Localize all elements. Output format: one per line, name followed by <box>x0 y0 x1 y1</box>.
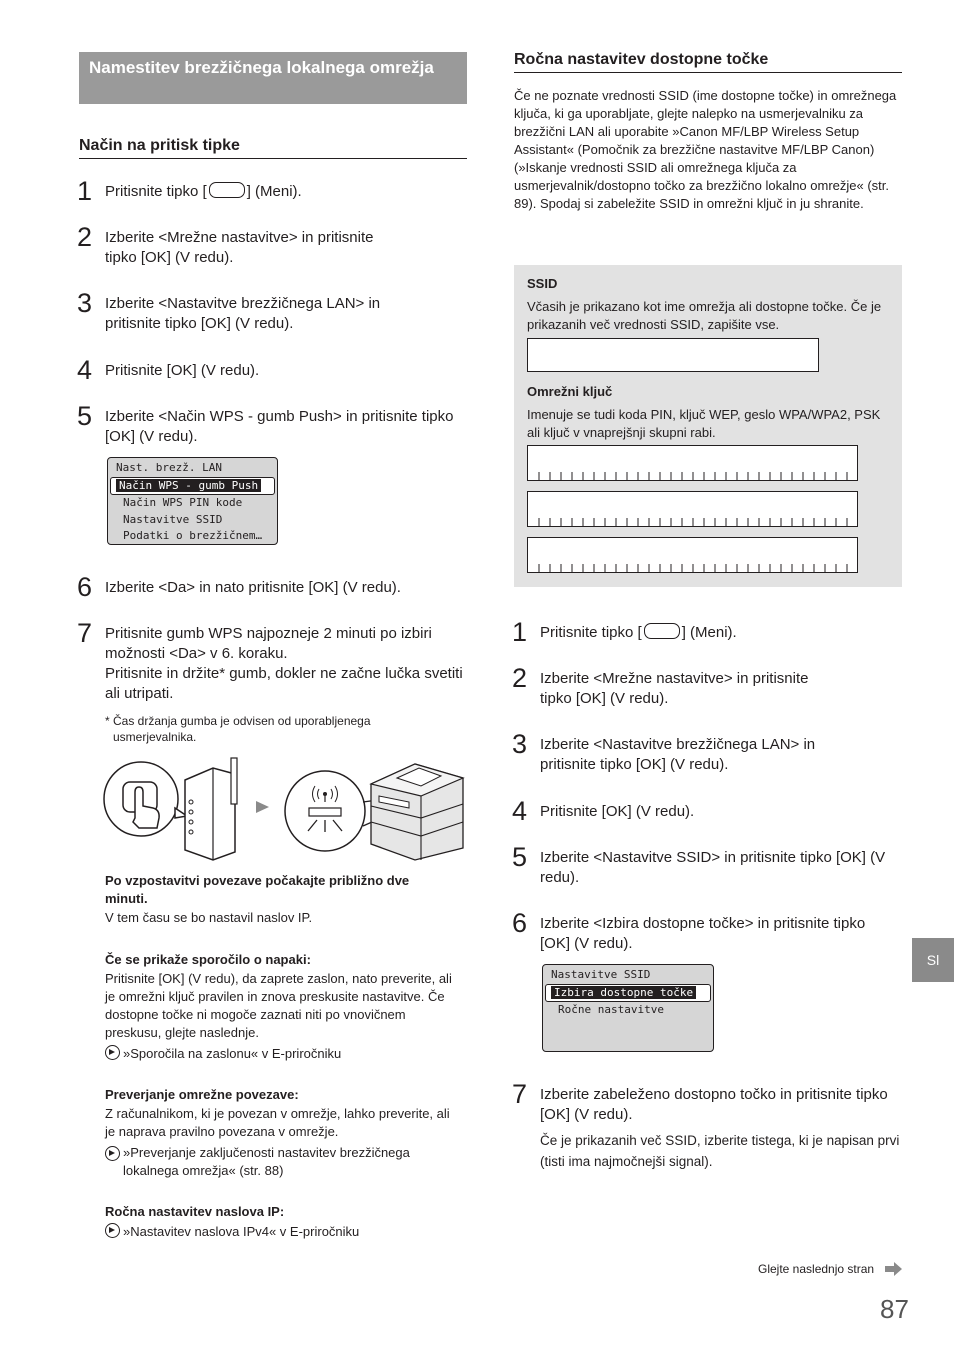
wifi-lamp-icon <box>285 771 365 851</box>
ip-ref-link[interactable] <box>105 1223 465 1241</box>
lcd-item: Ročne nastavitve <box>558 1003 664 1016</box>
network-key-text: Imenuje se tudi koda PIN, ključ WEP, geslo WPA/WPA2, PSK ali ključ v vnaprejšnji skupni rabi. <box>527 407 881 440</box>
right-step-3-number: 3 <box>512 729 528 759</box>
tick-marks <box>528 538 857 572</box>
right-intro: Če ne poznate vrednosti SSID (ime dostopne točke) in omrežnega ključa, ki ga uporabljate, glejte nalepko na usmerjevalniku za brezžični LAN ali uporabite »Canon MF/LBP Wireless Setup Assistant« (Pomočnik za brezžične nastavitve MF/LBP Canon) (»Iskanje vrednosti SSID ali omrežnega ključa za usmerjevalnik/dostopno točko za brezžično lokalno omrežje« (str. 89). Spodaj si zabeležite SSID in omrežni ključ in ju shranite. <box>514 88 897 211</box>
right-step-7-note: Če je prikazanih več SSID, izberite tistega, ki je napisan prvi (tisti ima najmočnejši signal). <box>540 1133 900 1169</box>
right-step-3-text: Izberite <Nastavitve brezžičnega LAN> in pritisnite tipko [OK] (V redu). <box>540 736 816 773</box>
right-subheading: Ročna nastavitev dostopne točke <box>514 50 902 73</box>
lcd-item: Način WPS PIN kode <box>123 496 243 509</box>
left-step-7-text <box>105 624 467 704</box>
section-banner: Namestitev brezžičnega lokalnega omrežja <box>79 52 467 104</box>
menu-key-icon <box>209 182 245 198</box>
right-step-1-pre: Pritisnite tipko [ <box>540 624 642 641</box>
ip-title: Ročna nastavitev naslova IP: <box>105 1204 285 1219</box>
right-step-7-text: Izberite zabeleženo dostopno točko in pritisnite tipko [OK] (V redu). <box>540 1086 888 1123</box>
reference-arrow-icon <box>105 1045 120 1060</box>
left-step-5-text: Izberite <Način WPS - gumb Push> in pritisnite tipko [OK] (V redu). <box>105 408 454 445</box>
left-step-2-text: Izberite <Mrežne nastavitve> in pritisnite tipko [OK] (V redu). <box>105 229 374 266</box>
left-step-7-number: 7 <box>77 618 93 648</box>
lcd-item: Nastavitve SSID <box>123 512 223 526</box>
left-step-6-text: Izberite <Da> in nato pritisnite [OK] (V redu). <box>105 579 401 596</box>
printer-icon <box>371 764 463 860</box>
right-step-4-number: 4 <box>512 796 528 826</box>
check-title: Preverjanje omrežne povezave: <box>105 1087 299 1102</box>
ssid-title: SSID <box>527 276 558 291</box>
next-page-arrow-icon <box>885 1262 903 1276</box>
error-ref-label: »Sporočila na zaslonu« v E-priročniku <box>123 1046 342 1061</box>
network-key-field[interactable] <box>527 537 858 573</box>
right-step-4-text: Pritisnite [OK] (V redu). <box>540 803 695 820</box>
wait-title: Po vzpostavitvi povezave počakajte približno dve minuti. <box>105 873 410 906</box>
error-text: Pritisnite [OK] (V redu), da zaprete zaslon, nato preverite, ali je omrežni ključ pravilen in znova preskusite nastavitve. Če dostopne točke ni mogoče zaznati niti po vnovičnem preskusu, glejte naslednje. <box>105 971 452 1040</box>
right-step-2-text: Izberite <Mrežne nastavitve> in pritisnite tipko [OK] (V redu). <box>540 670 809 707</box>
left-step-4-number: 4 <box>77 355 93 385</box>
lcd-screen-ssid <box>542 964 714 1052</box>
right-step-7-number: 7 <box>512 1079 528 1109</box>
network-key-field[interactable] <box>527 491 858 527</box>
lcd-item: Podatki o brezžičnem… <box>123 529 263 542</box>
tick-marks <box>528 492 857 526</box>
lcd-selected-item <box>545 984 711 1003</box>
right-step-5-number: 5 <box>512 842 528 872</box>
right-step-5-text: Izberite <Nastavitve SSID> in pritisnite tipko [OK] (V redu). <box>540 849 886 886</box>
right-step-1-text <box>540 623 900 643</box>
left-step-6-number: 6 <box>77 572 93 602</box>
left-step-7-line1: Pritisnite gumb WPS najpozneje 2 minuti po izbiri možnosti <Da> v 6. koraku. <box>105 625 432 662</box>
right-step-6-number: 6 <box>512 908 528 938</box>
left-step-1-text <box>105 182 465 202</box>
wps-illustration <box>103 756 467 862</box>
footnote: * Čas držanja gumba je odvisen od uporabljenega usmerjevalnika. <box>105 714 371 744</box>
lcd-selected-item <box>110 477 275 496</box>
ip-ref-label: »Nastavitev naslova IPv4« v E-priročniku <box>123 1224 360 1239</box>
left-step-7-line2: Pritisnite in držite* gumb, dokler ne začne lučka svetiti ali utripati. <box>105 665 463 702</box>
menu-key-icon <box>644 623 680 639</box>
arrow-right-icon <box>256 801 269 813</box>
left-step-4-text: Pritisnite [OK] (V redu). <box>105 362 260 379</box>
ssid-text: Včasih je prikazano kot ime omrežja ali dostopne točke. Če je prikazanih več vrednosti SSID, zapišite vse. <box>527 299 882 332</box>
left-subheading: Način na pritisk tipke <box>79 136 467 159</box>
tick-marks <box>528 446 857 480</box>
left-step-1-pre: Pritisnite tipko [ <box>105 183 207 200</box>
network-key-title: Omrežni ključ <box>527 384 613 399</box>
lcd-selected-label: Izbira dostopne točke <box>551 986 696 999</box>
left-step-1-post: ] (Meni). <box>246 183 302 200</box>
hand-press-icon <box>104 762 187 836</box>
left-step-1-number: 1 <box>77 176 93 206</box>
check-ref-label: »Preverjanje zaključenosti nastavitev brezžičnega lokalnega omrežja« (str. 88) <box>123 1145 410 1178</box>
left-step-2-number: 2 <box>77 222 93 252</box>
lcd-screen-wps <box>107 457 278 545</box>
router-icon <box>185 758 237 860</box>
lcd-title: Nastavitve SSID <box>551 968 651 981</box>
check-text: Z računalnikom, ki je povezan v omrežje, lahko preverite, ali je naprava pravilno povezana v omrežje. <box>105 1106 450 1139</box>
right-step-2-number: 2 <box>512 663 528 693</box>
right-step-1-number: 1 <box>512 617 528 647</box>
ssid-write-field[interactable] <box>527 338 819 372</box>
language-tab: Sl <box>912 938 954 982</box>
lcd-title: Nast. brezž. LAN <box>116 461 222 474</box>
left-step-5-number: 5 <box>77 401 93 431</box>
check-ref-link[interactable] <box>105 1144 435 1180</box>
reference-arrow-icon <box>105 1223 120 1238</box>
right-step-6-text: Izberite <Izbira dostopne točke> in pritisnite tipko [OK] (V redu). <box>540 915 866 952</box>
wait-text: V tem času se bo nastavil naslov IP. <box>105 910 313 925</box>
reference-arrow-icon <box>105 1146 120 1161</box>
lcd-selected-label: Način WPS - gumb Push <box>116 479 261 492</box>
left-step-3-text: Izberite <Nastavitve brezžičnega LAN> in pritisnite tipko [OK] (V redu). <box>105 295 381 332</box>
network-key-field[interactable] <box>527 445 858 481</box>
error-ref-link[interactable] <box>105 1045 465 1063</box>
right-step-1-post: ] (Meni). <box>681 624 737 641</box>
left-step-3-number: 3 <box>77 288 93 318</box>
page-number: 87 <box>880 1294 909 1324</box>
next-page-text: Glejte naslednjo stran <box>758 1262 875 1276</box>
error-title: Če se prikaže sporočilo o napaki: <box>105 952 311 967</box>
